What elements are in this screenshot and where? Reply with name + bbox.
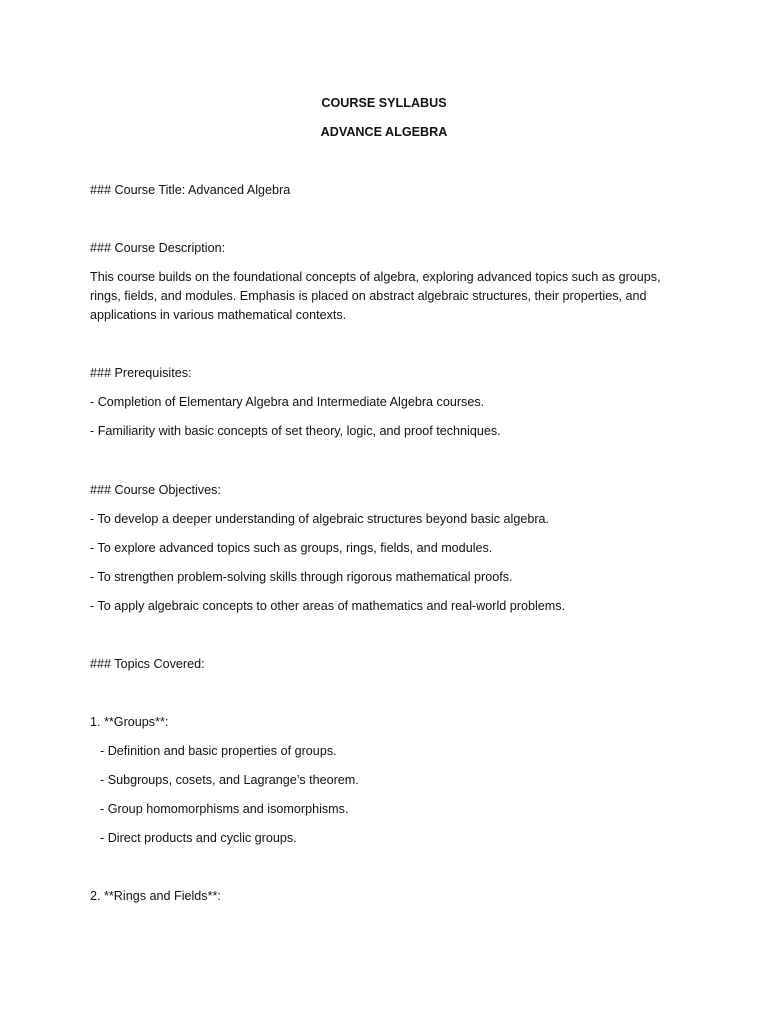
prerequisite-item: - Completion of Elementary Algebra and Intermediate Algebra courses.: [90, 395, 485, 409]
topic-item: - Subgroups, cosets, and Lagrange’s theorem.: [100, 773, 359, 787]
objective-item: - To apply algebraic concepts to other areas of mathematics and real-world problems.: [90, 599, 566, 613]
topic-item: - Direct products and cyclic groups.: [100, 831, 297, 845]
objective-item: - To develop a deeper understanding of algebraic structures beyond basic algebra.: [90, 512, 550, 526]
description-line: rings, fields, and modules. Emphasis is placed on abstract algebraic structures, their properties, and: [90, 289, 647, 303]
objectives-heading: ### Course Objectives:: [90, 483, 221, 497]
topic-heading-rings-fields: 2. **Rings and Fields**:: [90, 889, 221, 903]
topics-heading: ### Topics Covered:: [90, 657, 205, 671]
prerequisite-item: - Familiarity with basic concepts of set theory, logic, and proof techniques.: [90, 424, 501, 438]
topic-item: - Group homomorphisms and isomorphisms.: [100, 802, 349, 816]
prerequisites-heading: ### Prerequisites:: [90, 366, 192, 380]
document-title: COURSE SYLLABUS: [321, 96, 447, 110]
topic-heading-groups: 1. **Groups**:: [90, 715, 169, 729]
description-line: This course builds on the foundational concepts of algebra, exploring advanced topics such as groups,: [90, 270, 661, 284]
description-heading: ### Course Description:: [90, 241, 226, 255]
description-line: applications in various mathematical contexts.: [90, 308, 347, 322]
course-title-line: ### Course Title: Advanced Algebra: [90, 183, 291, 197]
topic-item: - Definition and basic properties of groups.: [100, 744, 337, 758]
objective-item: - To strengthen problem-solving skills through rigorous mathematical proofs.: [90, 570, 513, 584]
objective-item: - To explore advanced topics such as groups, rings, fields, and modules.: [90, 541, 493, 555]
document-subtitle: ADVANCE ALGEBRA: [320, 125, 448, 139]
